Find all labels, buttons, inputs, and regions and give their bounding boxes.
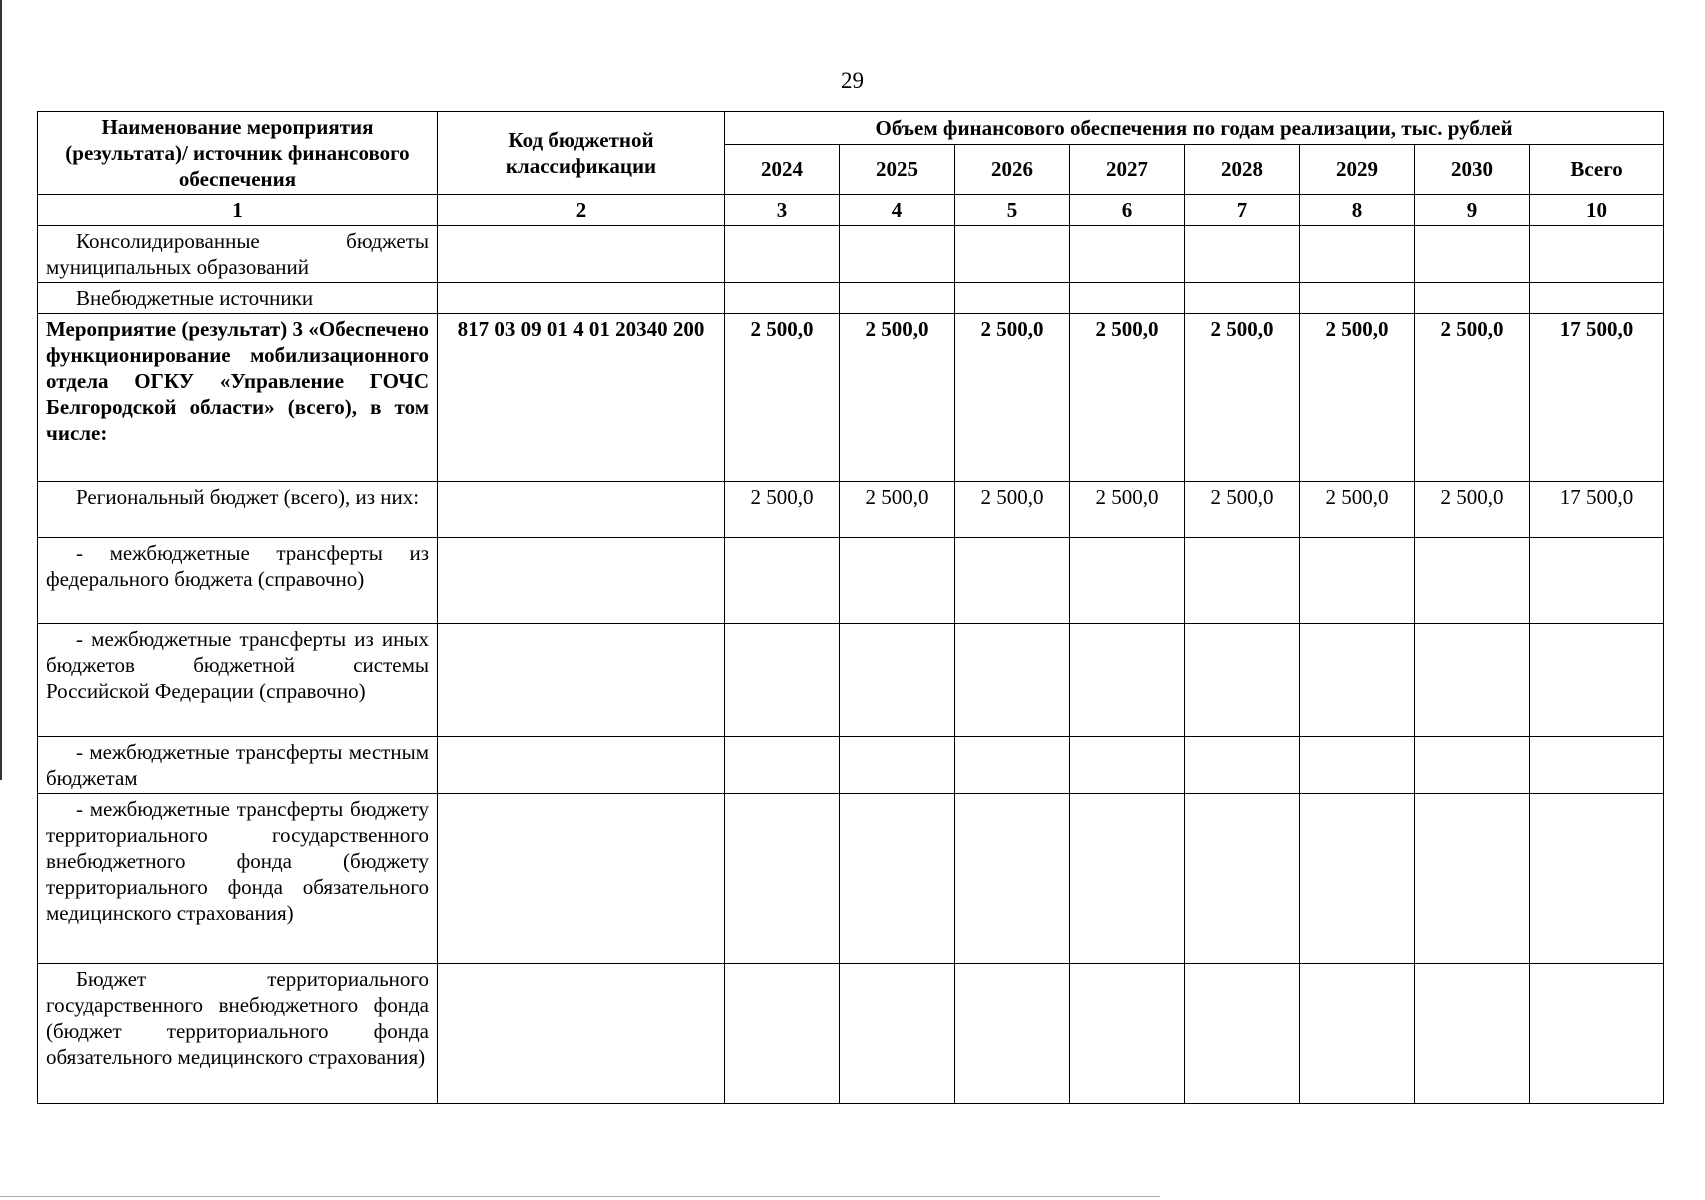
header-year: 2026: [955, 144, 1070, 194]
row-value: [1070, 538, 1185, 624]
row-value: 2 500,0: [1415, 314, 1530, 482]
budget-table: [37, 111, 1664, 1104]
row-value: [955, 737, 1070, 794]
row-value: 2 500,0: [1070, 482, 1185, 538]
row-value: 2 500,0: [1185, 482, 1300, 538]
row-value: 2 500,0: [955, 482, 1070, 538]
row-value: [840, 624, 955, 737]
page-number: 29: [841, 68, 864, 93]
row-value: [1300, 964, 1415, 1104]
row-value: 2 500,0: [725, 482, 840, 538]
row-total: [1530, 226, 1664, 283]
col-number: 9: [1415, 195, 1530, 226]
row-value: [1300, 737, 1415, 794]
col-number: 2: [438, 195, 725, 226]
row-value: [1415, 964, 1530, 1104]
row-value: [725, 226, 840, 283]
col-number: 1: [38, 195, 438, 226]
row-value: [1415, 538, 1530, 624]
row-value: 2 500,0: [1070, 314, 1185, 482]
row-value: [1070, 737, 1185, 794]
row-value: 2 500,0: [1300, 314, 1415, 482]
row-name: - межбюджетные трансферты из иных бюджетов бюджетной системы Российской Федерации (справочно): [38, 624, 438, 737]
row-code: [438, 624, 725, 737]
row-value: [955, 624, 1070, 737]
col-number: 6: [1070, 195, 1185, 226]
row-value: [1185, 737, 1300, 794]
row-value: [1415, 624, 1530, 737]
row-name: Консолидированные бюджеты муниципальных образований: [38, 226, 438, 283]
col-number: 7: [1185, 195, 1300, 226]
row-value: 2 500,0: [1300, 482, 1415, 538]
row-value: [1185, 964, 1300, 1104]
row-value: [1300, 226, 1415, 283]
row-value: [1070, 794, 1185, 964]
header-year: 2027: [1070, 144, 1185, 194]
row-name: - межбюджетные трансферты из федерального бюджета (справочно): [38, 538, 438, 624]
row-code: [438, 737, 725, 794]
row-value: [725, 794, 840, 964]
row-total: [1530, 283, 1664, 314]
row-value: [725, 538, 840, 624]
row-value: [1300, 283, 1415, 314]
row-value: [840, 226, 955, 283]
row-value: 2 500,0: [1185, 314, 1300, 482]
row-value: [1300, 624, 1415, 737]
row-value: [1300, 538, 1415, 624]
table-row: [38, 794, 1664, 964]
row-name: Региональный бюджет (всего), из них:: [38, 482, 438, 538]
row-value: 2 500,0: [840, 314, 955, 482]
table-row: [38, 624, 1664, 737]
row-name: Бюджет территориального государственного внебюджетного фонда (бюджет территориального фонда обязательного медицинского страхования): [38, 964, 438, 1104]
row-total: [1530, 794, 1664, 964]
table-row: [38, 226, 1664, 283]
row-value: [840, 283, 955, 314]
row-value: [725, 737, 840, 794]
header-year: 2028: [1185, 144, 1300, 194]
row-total: [1530, 624, 1664, 737]
row-code: 817 03 09 01 4 01 20340 200: [438, 314, 725, 482]
row-value: [1070, 624, 1185, 737]
row-value: [1185, 624, 1300, 737]
row-value: [1185, 226, 1300, 283]
row-value: [1185, 538, 1300, 624]
row-total: [1530, 737, 1664, 794]
header-code: Код бюджетной классификации: [438, 112, 725, 195]
row-value: 2 500,0: [1415, 482, 1530, 538]
scan-edge: [0, 0, 2, 780]
row-value: [1070, 283, 1185, 314]
row-value: [725, 283, 840, 314]
row-value: [955, 283, 1070, 314]
header-year: 2030: [1415, 144, 1530, 194]
row-name: Мероприятие (результат) 3 «Обеспечено функционирование мобилизационного отдела ОГКУ «Управление ГОЧС Белгородской области» (всего), в том числе:: [38, 314, 438, 482]
row-value: [1070, 964, 1185, 1104]
row-total: 17 500,0: [1530, 482, 1664, 538]
row-value: [1185, 283, 1300, 314]
col-number: 3: [725, 195, 840, 226]
row-value: [1185, 794, 1300, 964]
col-number: 4: [840, 195, 955, 226]
header-total: Всего: [1530, 144, 1664, 194]
header-year: 2029: [1300, 144, 1415, 194]
col-number: 10: [1530, 195, 1664, 226]
row-code: [438, 283, 725, 314]
row-total: 17 500,0: [1530, 314, 1664, 482]
row-value: [840, 794, 955, 964]
row-value: [955, 226, 1070, 283]
header-year: 2025: [840, 144, 955, 194]
row-name: - межбюджетные трансферты бюджету территориального государственного внебюджетного фонда (бюджету территориального фонда обязательного медицинского страхования): [38, 794, 438, 964]
scan-bottom-line: [0, 1196, 1160, 1197]
row-total: [1530, 964, 1664, 1104]
row-name: - межбюджетные трансферты местным бюджетам: [38, 737, 438, 794]
row-value: [725, 624, 840, 737]
row-value: 2 500,0: [955, 314, 1070, 482]
table-row: [38, 964, 1664, 1104]
col-number: 8: [1300, 195, 1415, 226]
row-value: [1300, 794, 1415, 964]
row-total: [1530, 538, 1664, 624]
table-row: [38, 538, 1664, 624]
row-name: Внебюджетные источники: [38, 283, 438, 314]
table-row: [38, 482, 1664, 538]
header-volume: Объем финансового обеспечения по годам реализации, тыс. рублей: [725, 112, 1664, 145]
row-value: 2 500,0: [840, 482, 955, 538]
row-value: [1415, 283, 1530, 314]
row-code: [438, 226, 725, 283]
row-value: [840, 964, 955, 1104]
row-value: [955, 538, 1070, 624]
row-code: [438, 482, 725, 538]
table-row: [38, 737, 1664, 794]
row-value: [1070, 226, 1185, 283]
row-value: [1415, 794, 1530, 964]
row-code: [438, 538, 725, 624]
row-value: 2 500,0: [725, 314, 840, 482]
row-value: [840, 538, 955, 624]
row-code: [438, 964, 725, 1104]
row-value: [955, 964, 1070, 1104]
table-row-activity: [38, 314, 1664, 482]
row-value: [1415, 226, 1530, 283]
row-value: [725, 964, 840, 1104]
row-value: [955, 794, 1070, 964]
table-row: [38, 283, 1664, 314]
header-name: Наименование мероприятия (результата)/ источник финансового обеспечения: [38, 112, 438, 195]
row-code: [438, 794, 725, 964]
row-value: [1415, 737, 1530, 794]
header-year: 2024: [725, 144, 840, 194]
col-number: 5: [955, 195, 1070, 226]
row-value: [840, 737, 955, 794]
